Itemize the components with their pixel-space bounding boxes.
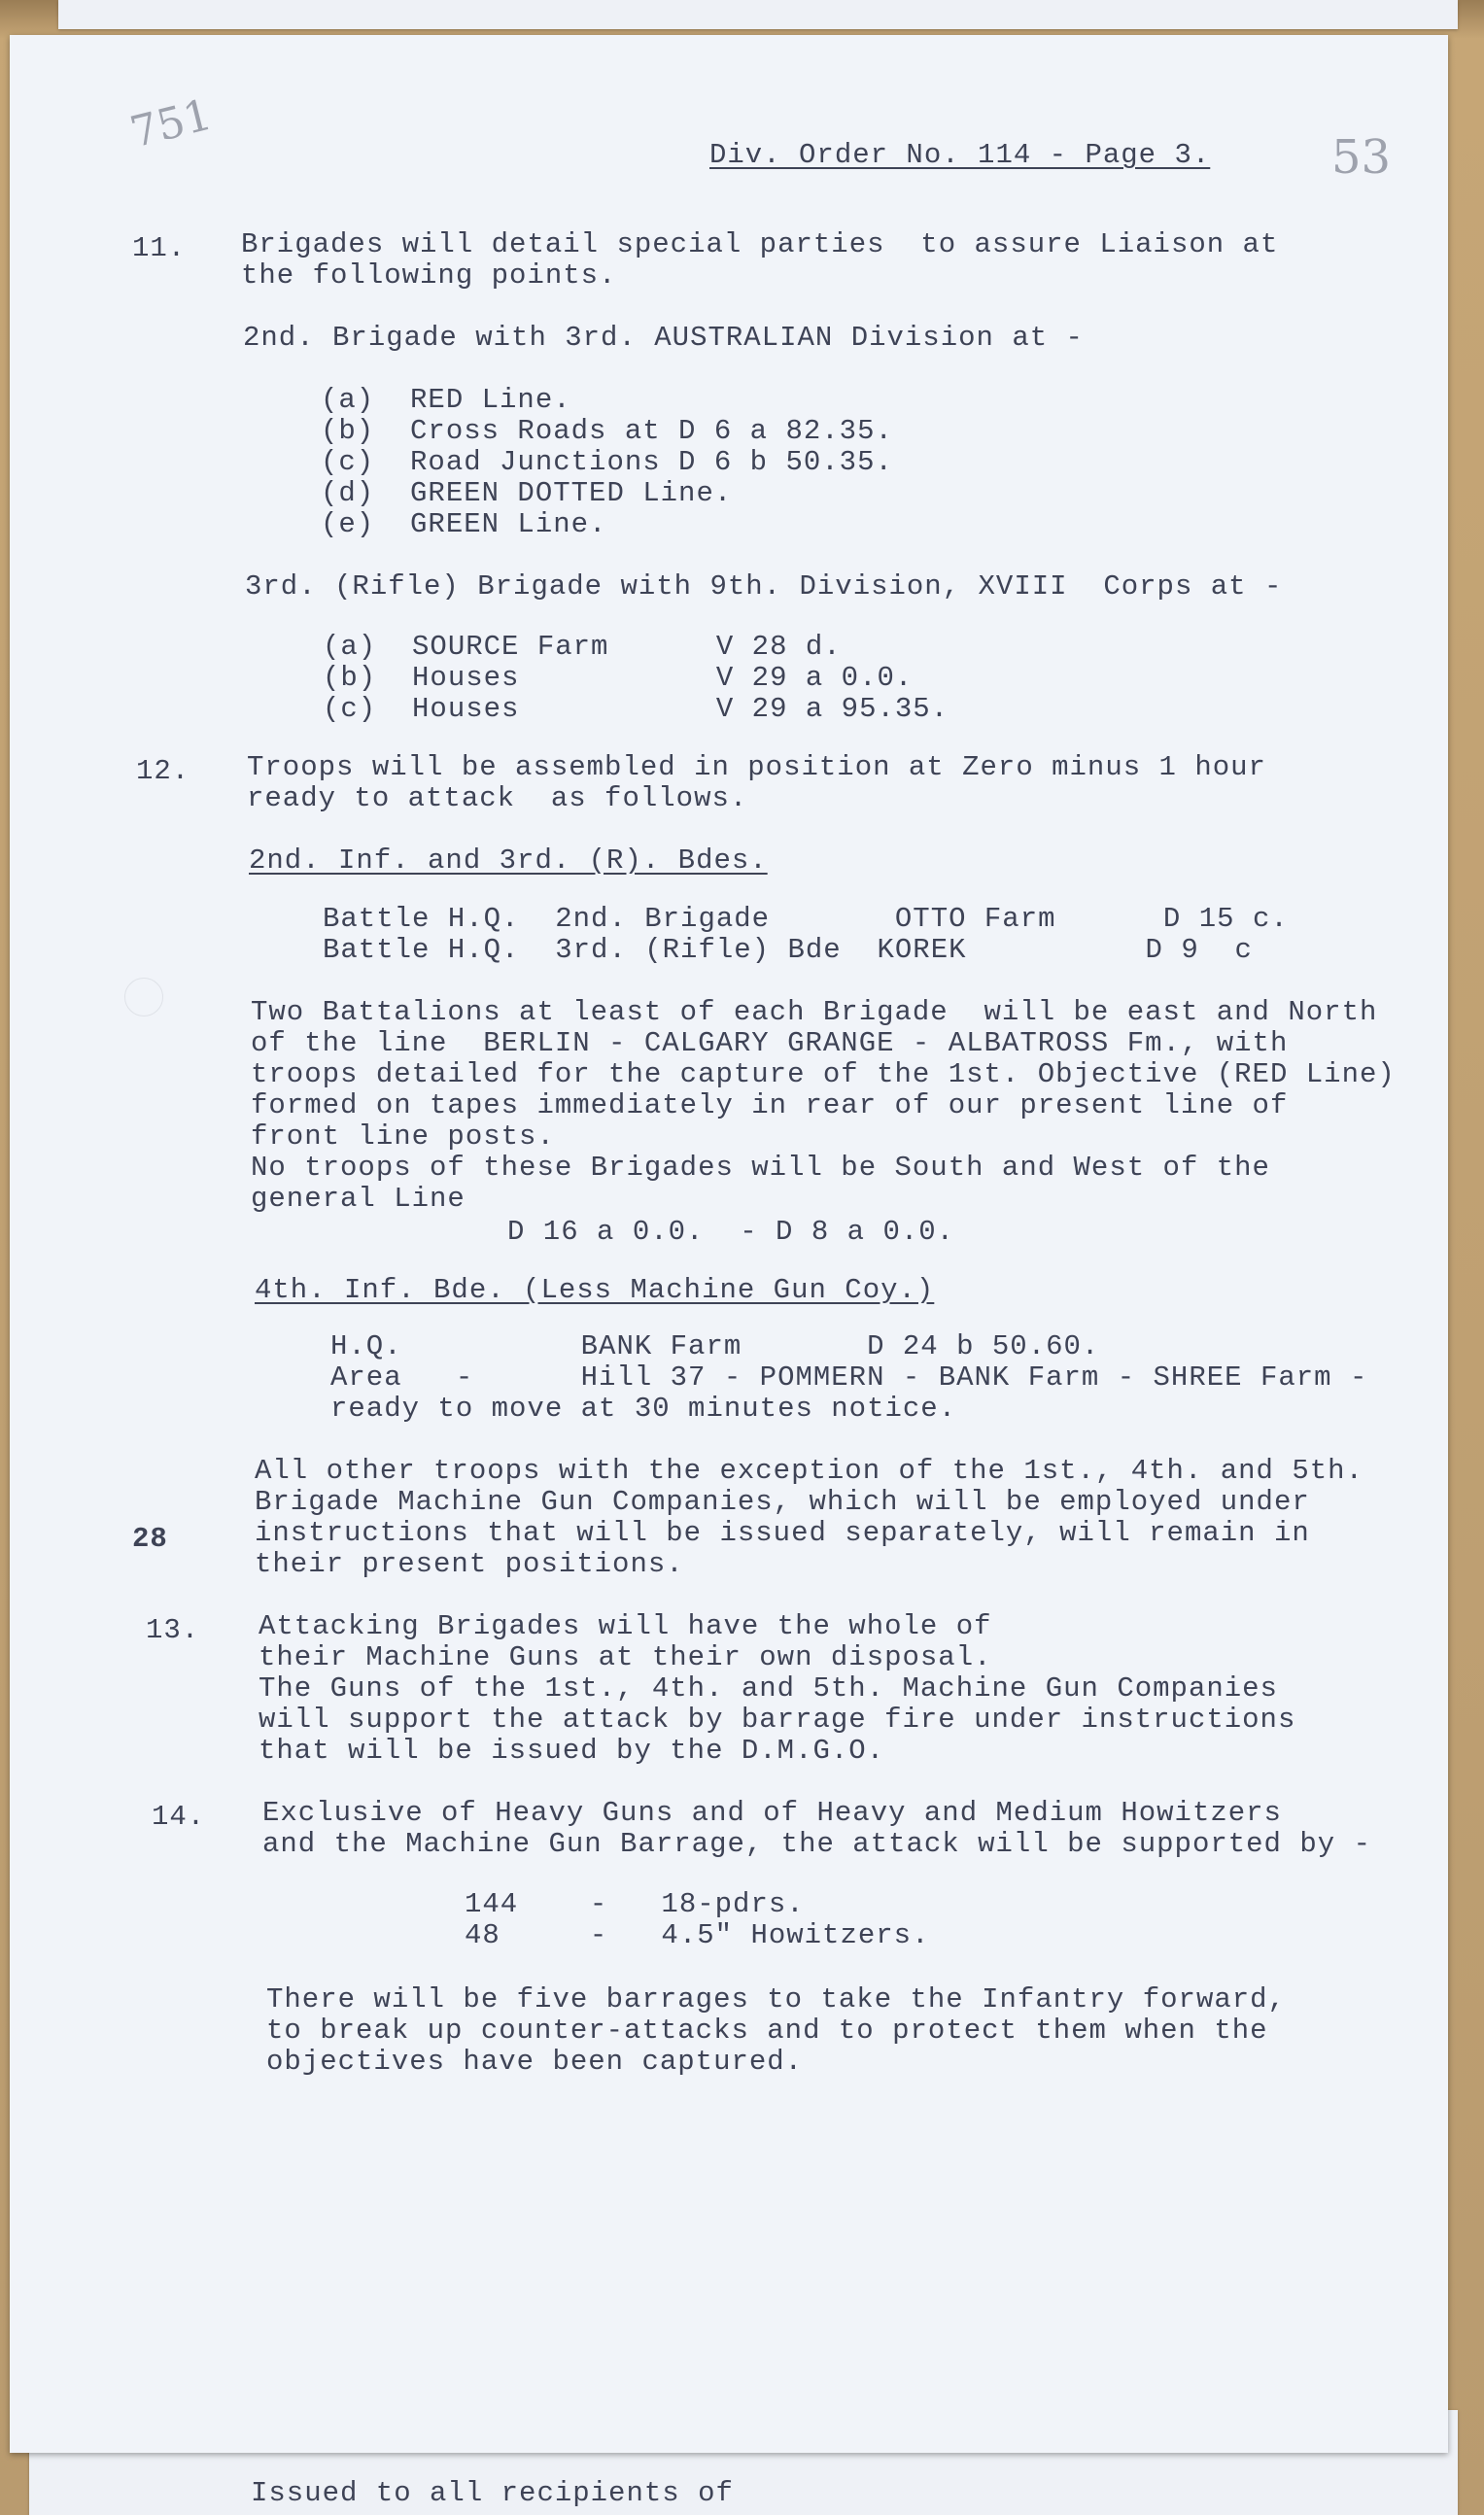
para-line: Troops will be assembled in position at Zero minus 1 hour bbox=[247, 751, 1266, 783]
para-line: and the Machine Gun Barrage, the attack will be supported by - bbox=[262, 1828, 1371, 1860]
para-number: 12. bbox=[136, 755, 190, 787]
para-line: objectives have been captured. bbox=[266, 2046, 804, 2078]
subheading: 2nd. Brigade with 3rd. AUSTRALIAN Division at - bbox=[243, 322, 1084, 354]
folio-number: 53 bbox=[1331, 130, 1392, 185]
body-line: formed on tapes immediately in rear of our present line of bbox=[251, 1089, 1289, 1121]
hq-row: ready to move at 30 minutes notice. bbox=[330, 1393, 957, 1425]
para-number: 11. bbox=[132, 232, 187, 264]
hq-row: Battle H.Q. 3rd. (Rifle) Bde KOREK D 9 c bbox=[323, 934, 1253, 966]
body-line: their present positions. bbox=[255, 1548, 684, 1580]
body-line: instructions that will be issued separately, will remain in bbox=[255, 1517, 1310, 1549]
para-line: their Machine Guns at their own disposal. bbox=[259, 1641, 992, 1673]
body-line: troops detailed for the capture of the 1st. Objective (RED Line) bbox=[251, 1058, 1396, 1090]
subheading: 4th. Inf. Bde. (Less Machine Gun Coy.) bbox=[255, 1274, 935, 1306]
para-line: that will be issued by the D.M.G.O. bbox=[259, 1735, 885, 1767]
para-number: 14. bbox=[152, 1801, 206, 1833]
para-line: will support the attack by barrage fire under instructions bbox=[259, 1704, 1296, 1736]
para-line: ready to attack as follows. bbox=[247, 782, 748, 814]
hq-row: Battle H.Q. 2nd. Brigade OTTO Farm D 15 c. bbox=[323, 903, 1289, 935]
hq-row: H.Q. BANK Farm D 24 b 50.60. bbox=[330, 1330, 1100, 1362]
punch-hole bbox=[124, 978, 163, 1016]
para-number: 13. bbox=[146, 1614, 200, 1646]
underlying-sheet-text: Issued to all recipients of bbox=[251, 2477, 734, 2509]
underlying-sheet bbox=[58, 0, 1458, 29]
line-reference: D 16 a 0.0. - D 8 a 0.0. bbox=[507, 1216, 955, 1248]
para-line: Brigades will detail special parties to assure Liaison at bbox=[241, 228, 1279, 260]
gun-row: 144 - 18-pdrs. bbox=[465, 1888, 805, 1920]
margin-number: 28 bbox=[132, 1523, 168, 1555]
hq-row: Area - Hill 37 - POMMERN - BANK Farm - SHREE Farm - bbox=[330, 1361, 1368, 1394]
para-line: Exclusive of Heavy Guns and of Heavy and Medium Howitzers bbox=[262, 1797, 1282, 1829]
list-item: (d) GREEN DOTTED Line. bbox=[321, 477, 733, 509]
body-line: Brigade Machine Gun Companies, which will be employed under bbox=[255, 1486, 1310, 1518]
para-line: the following points. bbox=[241, 259, 617, 292]
list-item: (e) GREEN Line. bbox=[321, 508, 607, 540]
body-line: front line posts. bbox=[251, 1120, 555, 1153]
list-item: (a) RED Line. bbox=[321, 384, 571, 416]
list-item: (a) SOURCE Farm V 28 d. bbox=[323, 631, 842, 663]
body-line: Two Battalions at least of each Brigade will be east and North bbox=[251, 996, 1378, 1028]
body-line: No troops of these Brigades will be South and West of the bbox=[251, 1152, 1270, 1184]
body-line: general Line bbox=[251, 1183, 466, 1215]
body-line: All other troops with the exception of the 1st., 4th. and 5th. bbox=[255, 1455, 1363, 1487]
document-page bbox=[10, 35, 1448, 2453]
para-line: There will be five barrages to take the Infantry forward, bbox=[266, 1983, 1286, 2015]
pencil-mark: 751 bbox=[125, 89, 217, 158]
para-line: The Guns of the 1st., 4th. and 5th. Machine Gun Companies bbox=[259, 1672, 1278, 1705]
gun-row: 48 - 4.5" Howitzers. bbox=[465, 1919, 930, 1951]
subheading: 3rd. (Rifle) Brigade with 9th. Division, XVIII Corps at - bbox=[245, 570, 1283, 603]
body-line: of the line BERLIN - CALGARY GRANGE - ALBATROSS Fm., with bbox=[251, 1027, 1289, 1059]
list-item: (b) Cross Roads at D 6 a 82.35. bbox=[321, 415, 893, 447]
page-title: Div. Order No. 114 - Page 3. bbox=[709, 139, 1211, 171]
para-line: to break up counter-attacks and to protect them when the bbox=[266, 2015, 1268, 2047]
subheading: 2nd. Inf. and 3rd. (R). Bdes. bbox=[249, 844, 768, 877]
list-item: (c) Road Junctions D 6 b 50.35. bbox=[321, 446, 893, 478]
list-item: (c) Houses V 29 a 95.35. bbox=[323, 693, 949, 725]
list-item: (b) Houses V 29 a 0.0. bbox=[323, 662, 914, 694]
para-line: Attacking Brigades will have the whole of bbox=[259, 1610, 992, 1642]
